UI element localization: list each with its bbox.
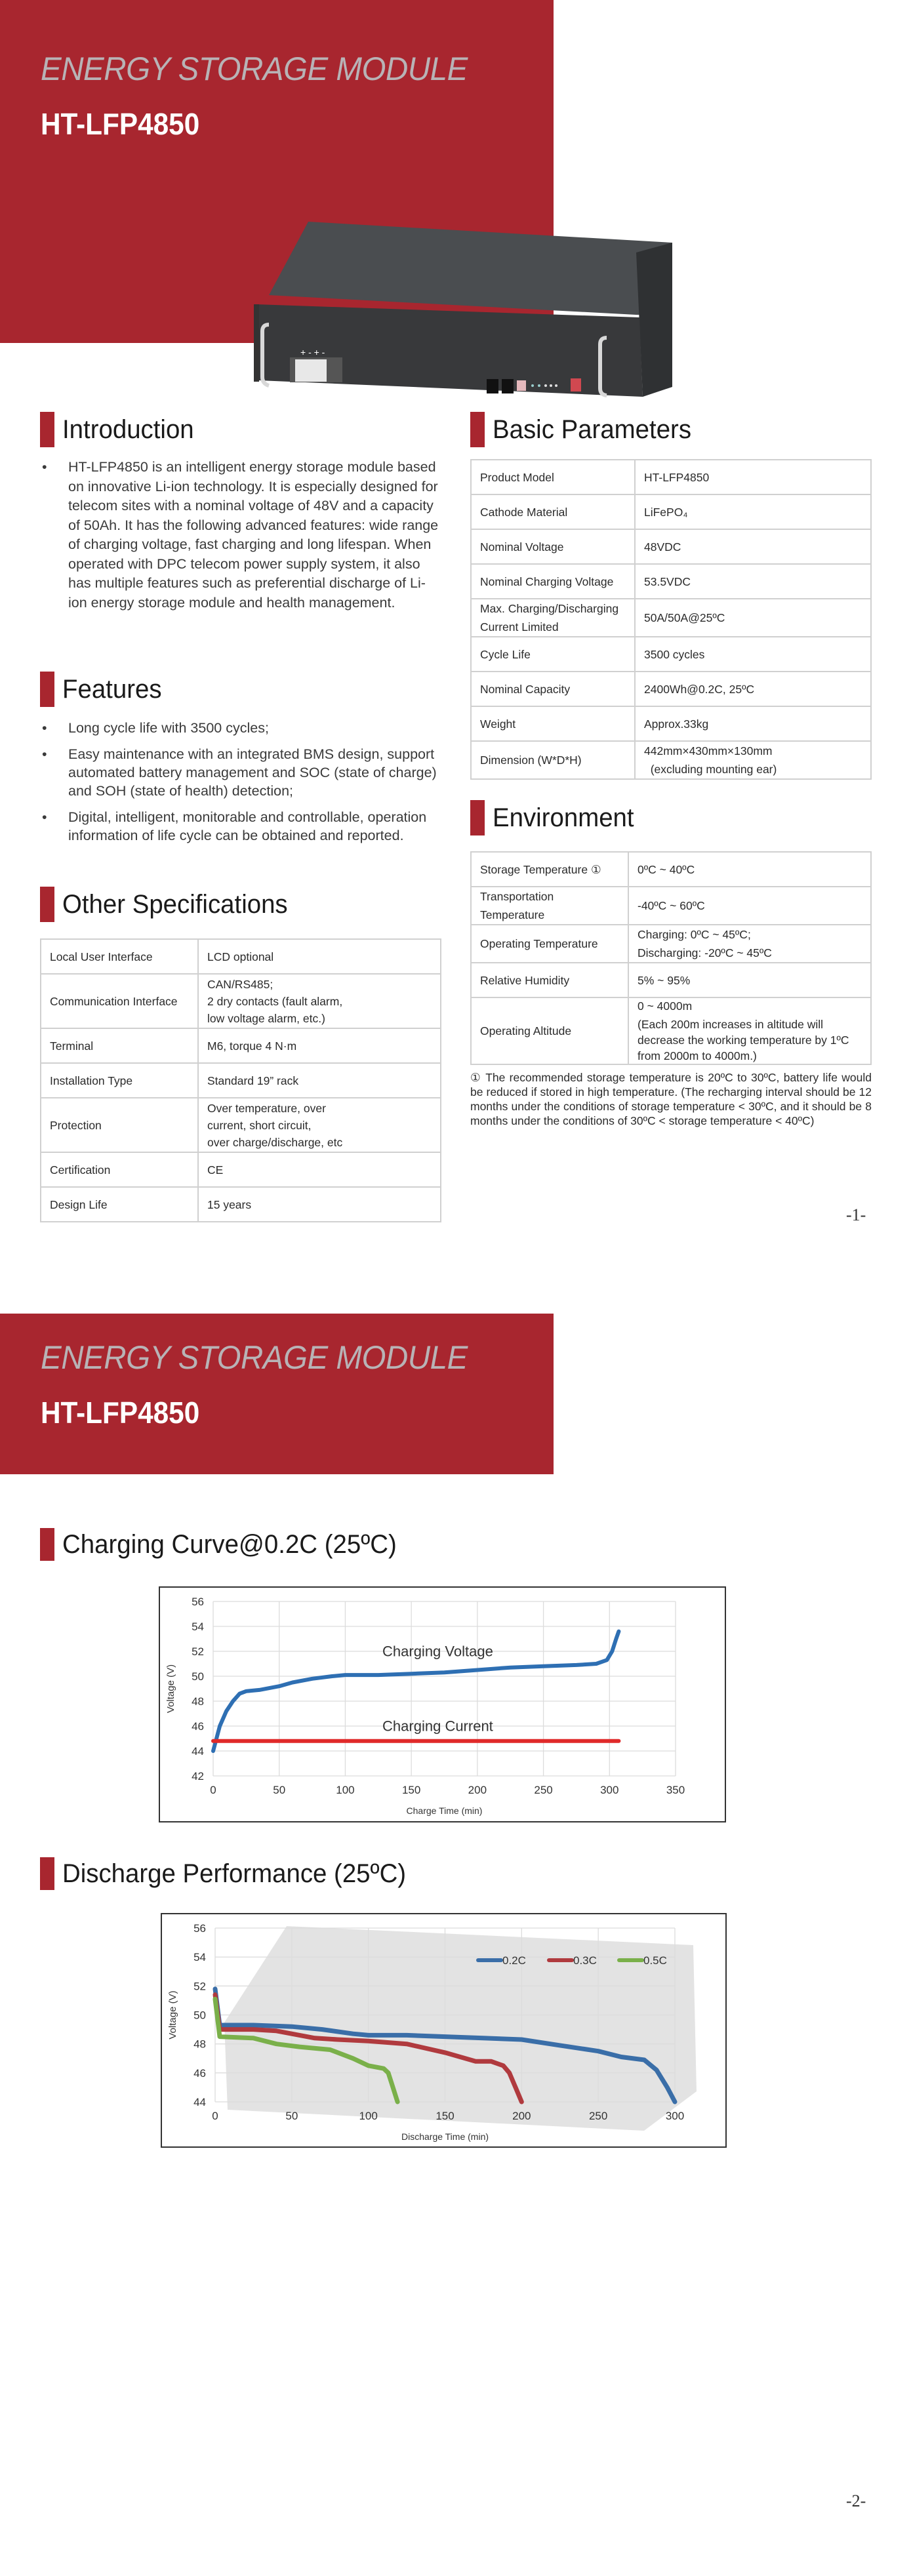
table-row: Certification CE — [41, 1152, 441, 1187]
features-heading: Features — [40, 672, 166, 707]
svg-text:0.5C: 0.5C — [643, 1954, 667, 1967]
discharge-chart-svg — [162, 1914, 725, 2146]
svg-text:150: 150 — [401, 1784, 421, 1796]
table-row: Transportation Temperature -40ºC ~ 60ºC — [471, 887, 871, 925]
banner-subtitle: ENERGY STORAGE MODULE — [41, 1339, 468, 1376]
list-item: • Long cycle life with 3500 cycles; — [42, 720, 269, 736]
section-marker — [40, 1528, 54, 1561]
svg-text:100: 100 — [336, 1784, 355, 1796]
section-marker — [40, 412, 54, 447]
svg-text:300: 300 — [600, 1784, 619, 1796]
table-row: Nominal Capacity 2400Wh@0.2C, 25ºC — [471, 672, 871, 706]
table-row: Terminal M6, torque 4 N·m — [41, 1028, 441, 1063]
charging-curve-chart — [159, 1586, 726, 1822]
svg-text:52: 52 — [192, 1645, 204, 1658]
table-row: Nominal Charging Voltage 53.5VDC — [471, 564, 871, 599]
environment-table — [470, 851, 872, 1065]
svg-text:0.2C: 0.2C — [502, 1954, 526, 1967]
introduction-heading: Introduction — [40, 412, 199, 447]
svg-text:54: 54 — [192, 1620, 204, 1633]
svg-text:350: 350 — [666, 1784, 685, 1796]
product-image — [243, 216, 676, 407]
table-row: Weight Approx.33kg — [471, 706, 871, 741]
section-marker — [40, 672, 54, 707]
banner-model: HT-LFP4850 — [41, 1396, 200, 1430]
basic-parameters-heading: Basic Parameters — [470, 412, 700, 447]
svg-text:50: 50 — [193, 2009, 206, 2022]
basic-parameters-table — [470, 459, 872, 780]
page-number: -1- — [846, 1205, 866, 1224]
list-item: • Digital, intelligent, monitorable and controllable, operation information of life cycle can be obtained and reported. — [42, 809, 427, 843]
table-row: Operating Altitude 0 ~ 4000m (Each 200m increases in altitude will decrease the working temperature by 1ºC from 2000m to 4000m.) — [471, 997, 871, 1064]
list-item: • HT-LFP4850 is an intelligent energy storage module based on innovative Li-ion technology. It is especially designed for telecom sites with a nominal voltage of 48V and a capacity of 50Ah. It has the following advanced features: wide range of charging voltage, fast charging and long lifespan. When operated with DPC telecom power supply system, it also has multiple features such as preferential discharge of Li-ion energy storage module and health management. — [42, 459, 439, 611]
svg-text:0: 0 — [212, 2110, 218, 2122]
section-marker — [40, 1857, 54, 1890]
svg-text:250: 250 — [588, 2110, 608, 2122]
svg-text:50: 50 — [192, 1670, 204, 1683]
table-row: Nominal Voltage 48VDC — [471, 529, 871, 564]
banner-model: HT-LFP4850 — [41, 107, 200, 141]
table-row: Protection Over temperature, over current, short circuit, over charge/discharge, etc — [41, 1098, 441, 1152]
discharge-performance-heading: Discharge Performance (25ºC) — [40, 1857, 420, 1890]
table-row: Product Model HT-LFP4850 — [471, 460, 871, 494]
svg-text:200: 200 — [468, 1784, 487, 1796]
svg-text:50: 50 — [285, 2110, 298, 2122]
list-item: • Easy maintenance with an integrated BMS design, support automated battery management and SOC (state of charge) and SOH (state of health) detection; — [42, 746, 437, 799]
page2-banner — [0, 1314, 554, 1474]
other-specifications-heading: Other Specifications — [40, 887, 297, 922]
section-marker — [470, 800, 485, 835]
svg-text:50: 50 — [273, 1784, 286, 1796]
environment-heading: Environment — [470, 800, 640, 835]
table-row: Design Life 15 years — [41, 1187, 441, 1222]
svg-text:42: 42 — [192, 1770, 204, 1782]
table-row: Relative Humidity 5% ~ 95% — [471, 963, 871, 997]
table-row: Dimension (W*D*H) 442mm×430mm×130mm (excluding mounting ear) — [471, 741, 871, 779]
discharge-performance-chart — [161, 1913, 727, 2148]
charging-chart-svg — [160, 1588, 725, 1821]
battery-module-illustration — [243, 216, 676, 407]
svg-text:46: 46 — [193, 2066, 206, 2080]
svg-text:Charging Voltage: Charging Voltage — [382, 1643, 493, 1660]
table-row: Storage Temperature ① 0ºC ~ 40ºC — [471, 852, 871, 887]
storage-footnote: ① The recommended storage temperature is 20ºC to 30ºC, battery life would be reduced if stored in high temperature. (The recharging interval should be 12 months under the conditions of storage temperature < 30ºC, and it should be 8 months under the conditions of 30ºC < storage temperature < 40ºC) — [470, 1071, 872, 1127]
svg-text:250: 250 — [534, 1784, 553, 1796]
table-row: Local User Interface LCD optional — [41, 939, 441, 974]
svg-text:Charge Time (min): Charge Time (min) — [406, 1805, 483, 1816]
other-specifications-table — [40, 938, 441, 1222]
svg-text:+ - + -: + - + - — [300, 347, 325, 357]
svg-text:100: 100 — [359, 2110, 378, 2122]
svg-text:56: 56 — [192, 1596, 204, 1608]
svg-text:46: 46 — [192, 1720, 204, 1733]
svg-text:0: 0 — [210, 1784, 216, 1796]
svg-text:Charging Current: Charging Current — [382, 1718, 493, 1735]
table-row: Installation Type Standard 19” rack — [41, 1063, 441, 1098]
svg-text:Voltage (V): Voltage (V) — [167, 1990, 178, 2040]
svg-text:Voltage (V): Voltage (V) — [165, 1664, 176, 1714]
page-number: -2- — [846, 2491, 866, 2510]
section-marker — [470, 412, 485, 447]
svg-text:44: 44 — [192, 1745, 204, 1758]
table-row: Cathode Material LiFePO₄ — [471, 494, 871, 529]
svg-text:56: 56 — [193, 1922, 206, 1935]
svg-text:54: 54 — [193, 1951, 206, 1964]
svg-text:44: 44 — [193, 2096, 206, 2108]
svg-text:200: 200 — [512, 2110, 531, 2122]
banner-subtitle: ENERGY STORAGE MODULE — [41, 50, 468, 87]
svg-text:48: 48 — [193, 2038, 206, 2051]
table-row: Operating Temperature Charging: 0ºC ~ 45ºC; Discharging: -20ºC ~ 45ºC — [471, 925, 871, 963]
table-row: Cycle Life 3500 cycles — [471, 637, 871, 672]
svg-text:300: 300 — [665, 2110, 685, 2122]
svg-text:150: 150 — [435, 2110, 455, 2122]
svg-text:0.3C: 0.3C — [573, 1954, 597, 1967]
section-marker — [40, 887, 54, 922]
svg-text:Discharge Time (min): Discharge Time (min) — [401, 2131, 489, 2142]
svg-text:48: 48 — [192, 1695, 204, 1708]
features-list — [41, 719, 442, 845]
table-row: Max. Charging/Discharging Current Limited 50A/50A@25ºC — [471, 599, 871, 637]
charging-curve-heading: Charging Curve@0.2C (25ºC) — [40, 1528, 411, 1561]
table-row: Communication Interface CAN/RS485; 2 dry contacts (fault alarm, low voltage alarm, etc.) — [41, 974, 441, 1028]
svg-text:52: 52 — [193, 1980, 206, 1993]
introduction-list — [41, 458, 442, 613]
